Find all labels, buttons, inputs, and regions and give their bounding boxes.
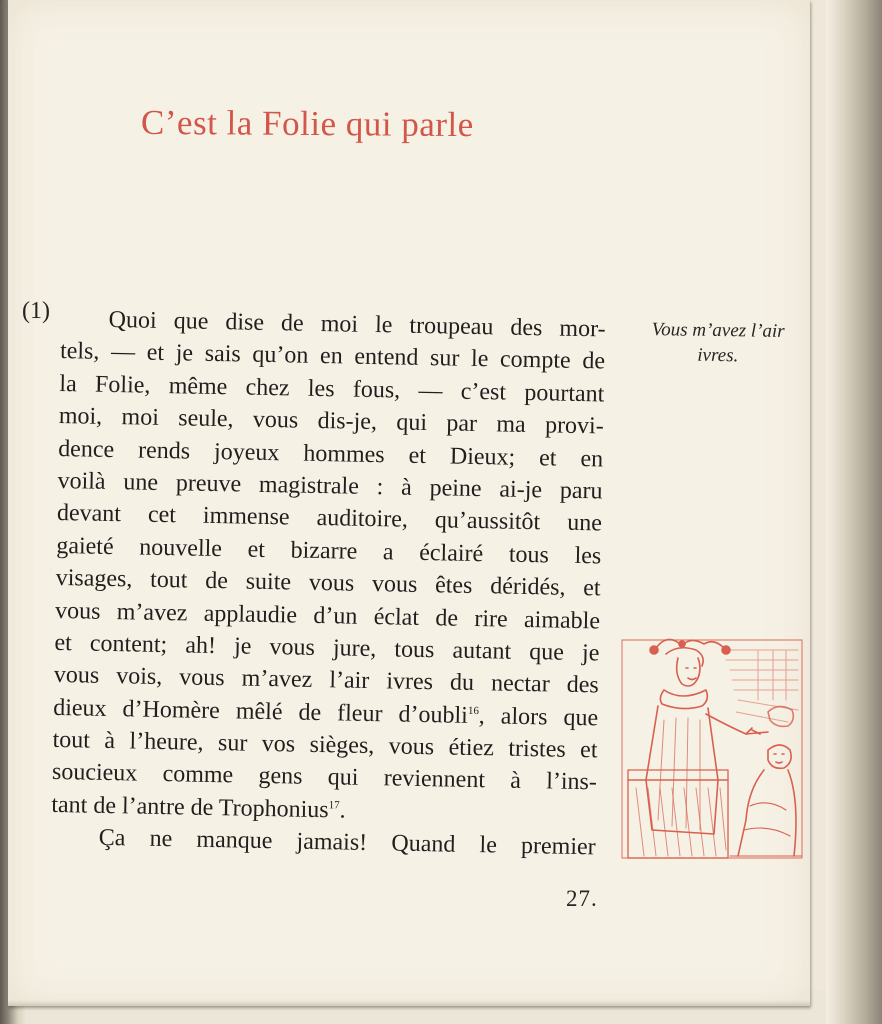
text-fragment: , alors que (478, 702, 599, 732)
text-line: et content; ah! je vous jure, tous autant que je (54, 629, 600, 667)
marginal-note (628, 317, 809, 370)
marginal-note-line: Vous m’avez l’air (651, 319, 785, 342)
text-fragment: . (339, 797, 346, 824)
marginal-note-line: ivres. (697, 344, 739, 367)
chapter-title: C’est la Folie qui parle (140, 102, 474, 145)
text-line: gaieté nouvelle et bizarre a éclairé tous les (56, 532, 602, 570)
book-edge (826, 0, 882, 1024)
text-fragment: dieux d’Homère mêlé de fleur d’oubli (52, 694, 469, 729)
body-paragraphs (50, 303, 605, 864)
text-line: moi, moi seule, vous dis-je, qui par ma provi- (58, 403, 604, 440)
jester-woodcut-illustration-icon (618, 630, 806, 862)
book-page (8, 0, 810, 1006)
text-line: soucieux comme gens qui reviennent à l’ins- (51, 759, 598, 796)
page-number: 27. (566, 886, 598, 911)
text-line: Ça ne manque jamais! Quand le premier (98, 825, 596, 861)
text-line: dence rends joyeux hommes et Dieux; et en (57, 435, 604, 472)
text-fragment: tant de l’antre de Trophonius (51, 791, 329, 824)
text-line: Quoi que dise de moi le troupeau des mor- (108, 306, 606, 343)
text-line: voilà une preuve magistrale : à peine ai-je paru (57, 467, 603, 505)
text-line: vous vois, vous m’avez l’air ivres du nectar des (53, 662, 600, 699)
footnote-ref: 16 (467, 704, 480, 717)
text-line: vous m’avez applaudie d’un éclat de rire aimable (54, 597, 601, 634)
footnote-ref: 17 (328, 799, 340, 812)
text-line: tels, — et je sais qu’on en entend sur le compte de (59, 338, 606, 375)
text-line: tout à l’heure, sur vos sièges, vous étiez tristes et (52, 727, 598, 764)
section-number: (1) (22, 298, 50, 324)
text-line: la Folie, même chez les fous, — c’est pourtant (59, 370, 605, 408)
text-line: visages, tout de suite vous vous êtes déridés, et (55, 565, 601, 602)
text-line: devant cet immense auditoire, qu’aussitôt une (56, 500, 603, 537)
